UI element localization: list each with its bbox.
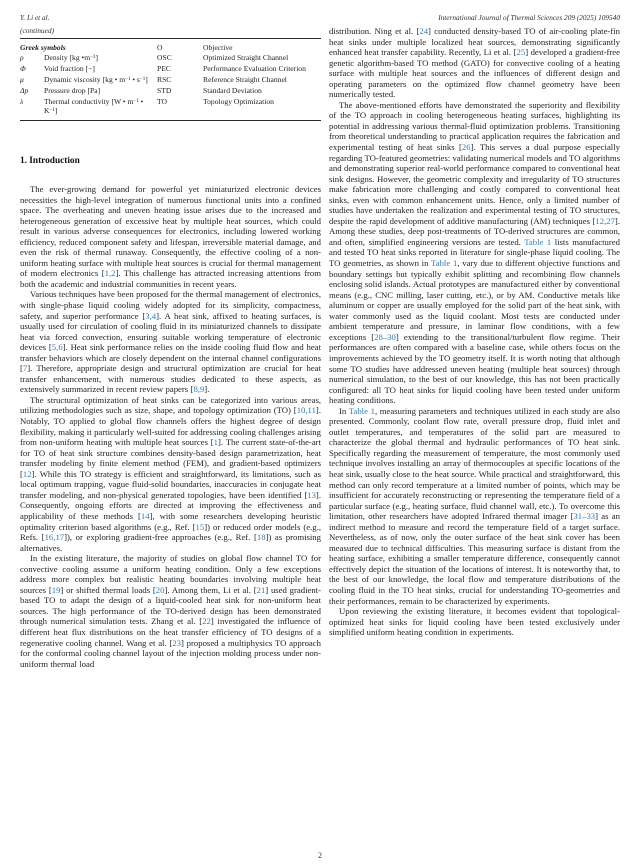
nomenclature-abbr-description: Objective bbox=[203, 42, 233, 52]
nomenclature-abbr: RSC bbox=[157, 75, 172, 85]
citation-link[interactable]: 5,6 bbox=[51, 342, 63, 353]
nomenclature-symbol: λ bbox=[20, 96, 24, 106]
nomenclature-abbr: PEC bbox=[157, 64, 171, 74]
citation-link[interactable]: 8,9 bbox=[193, 384, 205, 395]
paragraph: In Table 1, measuring parameters and techniques utilized in each study are also presented. Commonly, coolant flow rate, overall pressure drop, fluid inlet and outlet temperatures, and temperatures of the solid part are measured to characterize the global thermal and hydraulic performances of TO heat sink. Specifically regarding the measurement of temperature, the most commonly used technique involves installing an array of thermocouples at specific locations of the heat sink, usually close to the heat source. While practical and straightforward, this method can only record temperature at a limited number of points, which may be insufficient for accurately reconstructing or representing the temperature field of a particular surface (e.g., heating surface, fluid channel wall, etc.). To overcome this limitation, other researchers have adopted Infrared thermal imager [31–33] as an indirect method to measure and record the temperature field of a target surface. Nevertheless, as of now, only the outer surface of the heat sink cover has been measured due to technical difficulties. This measuring surface is distant from the heating surface, exhibiting a smaller temperature difference, consequently cannot effectively depict the situation of the locations of interest. It is noteworthy that, to the best of our knowledge, the local flow and temperature distributions of the cooling fluid in the TO heat sinks, crucial for understanding TO-geometries and their performances, remain to be characterized by experiments. bbox=[329, 405, 620, 606]
citation-link[interactable]: 25 bbox=[516, 47, 526, 58]
citation-link[interactable]: 22 bbox=[202, 616, 211, 627]
continued-label: (continued) bbox=[20, 26, 55, 35]
citation-link[interactable]: Table 1 bbox=[524, 236, 552, 247]
journal-reference: International Journal of Thermal Sciences 209 (2025) 109540 bbox=[438, 13, 620, 22]
nomenclature-abbr-description: Topology Optimization bbox=[203, 96, 274, 106]
nomenclature-table bbox=[20, 38, 321, 121]
nomenclature-group-header: Greek symbols bbox=[20, 42, 66, 52]
nomenclature-symbol: μ bbox=[20, 75, 24, 85]
nomenclature-abbr: STD bbox=[157, 86, 172, 96]
running-author: Y. Li et al. bbox=[20, 13, 50, 22]
citation-link[interactable]: 28–30 bbox=[374, 331, 396, 342]
citation-link[interactable]: 31–33 bbox=[573, 511, 596, 522]
paragraph: The ever-growing demand for powerful yet miniaturized electronic devices necessities the high-level integration of numerous functional units into a confined space. The overheating and uneven heating issue arises due to the increased and heterogeneous generation of excessive heat by multiple heat sources, which could result in various adverse consequences for electronics, including lowered working efficiency, reduced component safety and lifespan, irreversible material damage, and even the risk of thermal runaway. Consequently, the effective cooling of a non-uniform heating surface with multiple heat sources is crucial for thermal management of modern electronics [1,2]. This challenge has attracted increasing attentions from both the academic and industrial communities in recent years. bbox=[20, 184, 321, 289]
nomenclature-symbol: Φ bbox=[20, 64, 26, 74]
left-column bbox=[20, 184, 321, 854]
citation-link[interactable]: 20 bbox=[155, 584, 165, 595]
citation-link[interactable]: Table 1 bbox=[431, 258, 458, 269]
citation-link[interactable]: 12,27 bbox=[595, 215, 615, 226]
right-column bbox=[329, 26, 620, 852]
nomenclature-abbr-description: Reference Straight Channel bbox=[203, 75, 287, 85]
nomenclature-abbr-description: Optimized Straight Channel bbox=[203, 53, 289, 63]
paragraph: The structural optimization of heat sinks can be categorized into various areas, utilizing methodologies such as size, shape, and topology optimization (TO) [10,11]. Notably, TO applied to global flow channels offers the highest degree of design flexibility, making it particularly well-suited for addressing cooling challenges arising from non-uniform heating with multiple heat sources [1]. The current state-of-the-art for TO of heat sink structure combines density-based design parametrization, heat transfer modeling by finite element method (FEM), and gradient-based optimizers [12]. While this TO strategy is efficient and straightforward, its limitations, such as local optimum trapping, vague fluid-solid boundaries, inaccuracies in conjugate heat transfer modeling, and non-physical generated topologies, have been identified [13]. Consequently, ongoing efforts are directed at improving the effectiveness and applicability of these methods [14], with some researchers developing heuristic optimality criterion based algorithms (e.g., Ref. [15]) or reduced order models (e.g., Refs. [16,17]), or exploring gradient-free approaches (e.g., Ref. [18]) as promising alternatives. bbox=[20, 394, 321, 553]
citation-link[interactable]: 12 bbox=[22, 468, 32, 479]
nomenclature-abbr: TO bbox=[157, 96, 167, 106]
citation-link[interactable]: 23 bbox=[172, 637, 181, 648]
citation-link[interactable]: 13 bbox=[307, 489, 316, 500]
nomenclature-description: Pressure drop [Pa] bbox=[44, 86, 101, 96]
citation-link[interactable]: 16,17 bbox=[44, 532, 65, 543]
nomenclature-abbr: OSC bbox=[157, 53, 172, 63]
citation-link[interactable]: 1,2 bbox=[104, 268, 116, 279]
citation-link[interactable]: 14 bbox=[140, 510, 150, 521]
section-heading: 1. Introduction bbox=[20, 156, 80, 166]
paragraph: The above-mentioned efforts have demonstrated the superiority and flexibility of the TO approach in cooling heterogeneous heating surfaces, highlighting its potential in addressing various thermal-fluid optimization problems. Transitioning from theoretical understanding to practical application requires the fabrication and experimental testing of heat sinks [26]. This serves a dual purpose especially regarding TO-featured geometries: validating numerical models and TO algorithms and demonstrating superior real-world performance compared to conventional heat sink designs. However, the geometric complexity and irregularity of TO structures make fabrication more challenging and costly compared to conventional heat sinks, even with common enhancement units. Hence, only a limited number of studies have undertaken the realization and experimental testing of TO structures, despite the rapid development of additive manufacturing (AM) techniques [12,27]. Among these studies, deep post-treatments of TO-derived structures are common, and often, simplified engineering versions are tested. Table 1 lists manufactured and tested TO heat sinks reported in literature for single-phase liquid cooling. The TO geometries, as shown in Table 1, vary due to different objective functions and boundary settings but typically exhibit splitting and recombining flow channels enclosing solid islands. Actual prototypes are manufactured either by conventional means (e.g., CNC milling, laser cutting, etc.), or by AM. Conductive metals like aluminum or copper are usually employed for the solid part of the heat sink, with water commonly used as the liquid coolant. Most tests are conducted under ambient temperature and pressure, in laminar flow conditions, with a few exceptions [28–30] extending to the transitional/turbulent flow regime. Their performances are often compared with a baseline case, while others focus on the improvements achieved by the TO geometry itself. It is worth noting that although some TO studies have addressed uneven heating (multiple heat sources) through numerical simulation, to the best of our knowledge, this has not been practically configured: all TO heat sinks for liquid cooling have been tested under uniform heating conditions. bbox=[329, 99, 620, 406]
citation-link[interactable]: 18 bbox=[256, 532, 266, 543]
paragraph: In the existing literature, the majority of studies on global flow channel TO for convective cooling assume a uniform heating condition. Only a few exceptions address more complex but realistic heating boundaries involving multiple heat sources [19] or shifted thermal loads [20]. Among them, Li et al. [21] used gradient-based TO to adapt the design of a liquid-cooled heat sink for non-uniform heat sources. The high performance of the TO-derived design has been demonstrated through numerical simulation tests. Zhang et al. [22] investigated the influence of different heat flux distributions on the heat transfer efficiency of TO designs of a regenerative cooling channel. Wang et al. [23] proposed a multiphysics TO approach for the conformal cooling channel layout of the injection molding process under non-uniform thermal load bbox=[20, 553, 321, 669]
paragraph: Upon reviewing the existing literature, it becomes evident that topological-optimized heat sinks for liquid cooling have been tested exclusively under simplified uniform heating condition in experiments. bbox=[329, 606, 620, 638]
citation-link[interactable]: 19 bbox=[51, 584, 61, 595]
nomenclature-symbol: Δp bbox=[20, 86, 29, 96]
citation-link[interactable]: 26 bbox=[461, 142, 471, 153]
page-number: 2 bbox=[318, 851, 322, 860]
citation-link[interactable]: 15 bbox=[195, 521, 205, 532]
nomenclature-description: Dynamic viscosity [kg • $m^{-1}$ • $s^{-1}$] bbox=[44, 75, 148, 85]
citation-link[interactable]: Table 1 bbox=[348, 405, 375, 416]
page-header bbox=[20, 13, 620, 22]
nomenclature-abbr: O bbox=[157, 42, 163, 52]
nomenclature-symbol: ρ bbox=[20, 53, 24, 63]
nomenclature-abbr-description: Standard Deviation bbox=[203, 86, 262, 96]
paragraph: distribution. Ning et al. [24] conducted density-based TO of air-cooling plate-fin heat sinks under multiple localized heat sources, demonstrating significantly enhanced heat transfer capability. Recently, Li et al. [25] developed a gradient-free genetic algorithm-based TO method (GATO) for convective cooling of a heating surface with multiple heat sources and the influences of different design and operating parameters on the optimized flow channel geometry have been numerically tested. bbox=[329, 26, 620, 100]
citation-link[interactable]: 3,4 bbox=[145, 310, 157, 321]
citation-link[interactable]: 10,11 bbox=[296, 405, 316, 416]
paragraph: Various techniques have been proposed for the thermal management of electronics, with single-phase liquid cooling widely adopted for its simplicity, compactness, safety, and superior performance [3,4]. A heat sink, affixed to heating surfaces, is usually used for circulation of cooling fluid in its miniaturized channels to dissipate heat via forced convection, ensuring suitable working temperature of electronic devices [5,6]. Heat sink performance relies on the inside cooling fluid flow and heat transfer behaviors which are closely dependent on the internal channel configurations [7]. Therefore, appropriate design and structural optimization are crucial for heat transfer enhancement, with numerous studies dedicated to these aspects, as extensively summarized in recent review papers [8,9]. bbox=[20, 289, 321, 395]
citation-link[interactable]: 24 bbox=[419, 26, 429, 36]
nomenclature-description: Void fraction [−] bbox=[44, 64, 95, 74]
citation-link[interactable]: 7 bbox=[22, 363, 28, 374]
nomenclature-abbr-description: Performance Evaluation Criterion bbox=[203, 64, 306, 74]
citation-link[interactable]: 21 bbox=[256, 584, 266, 595]
citation-link[interactable]: 1 bbox=[213, 437, 219, 448]
nomenclature-description: Density [kg $•m^{-3}$] bbox=[44, 53, 98, 63]
nomenclature-description: Thermal conductivity [W • $m^{-1}$ • $K^{-1}$] bbox=[44, 96, 144, 116]
